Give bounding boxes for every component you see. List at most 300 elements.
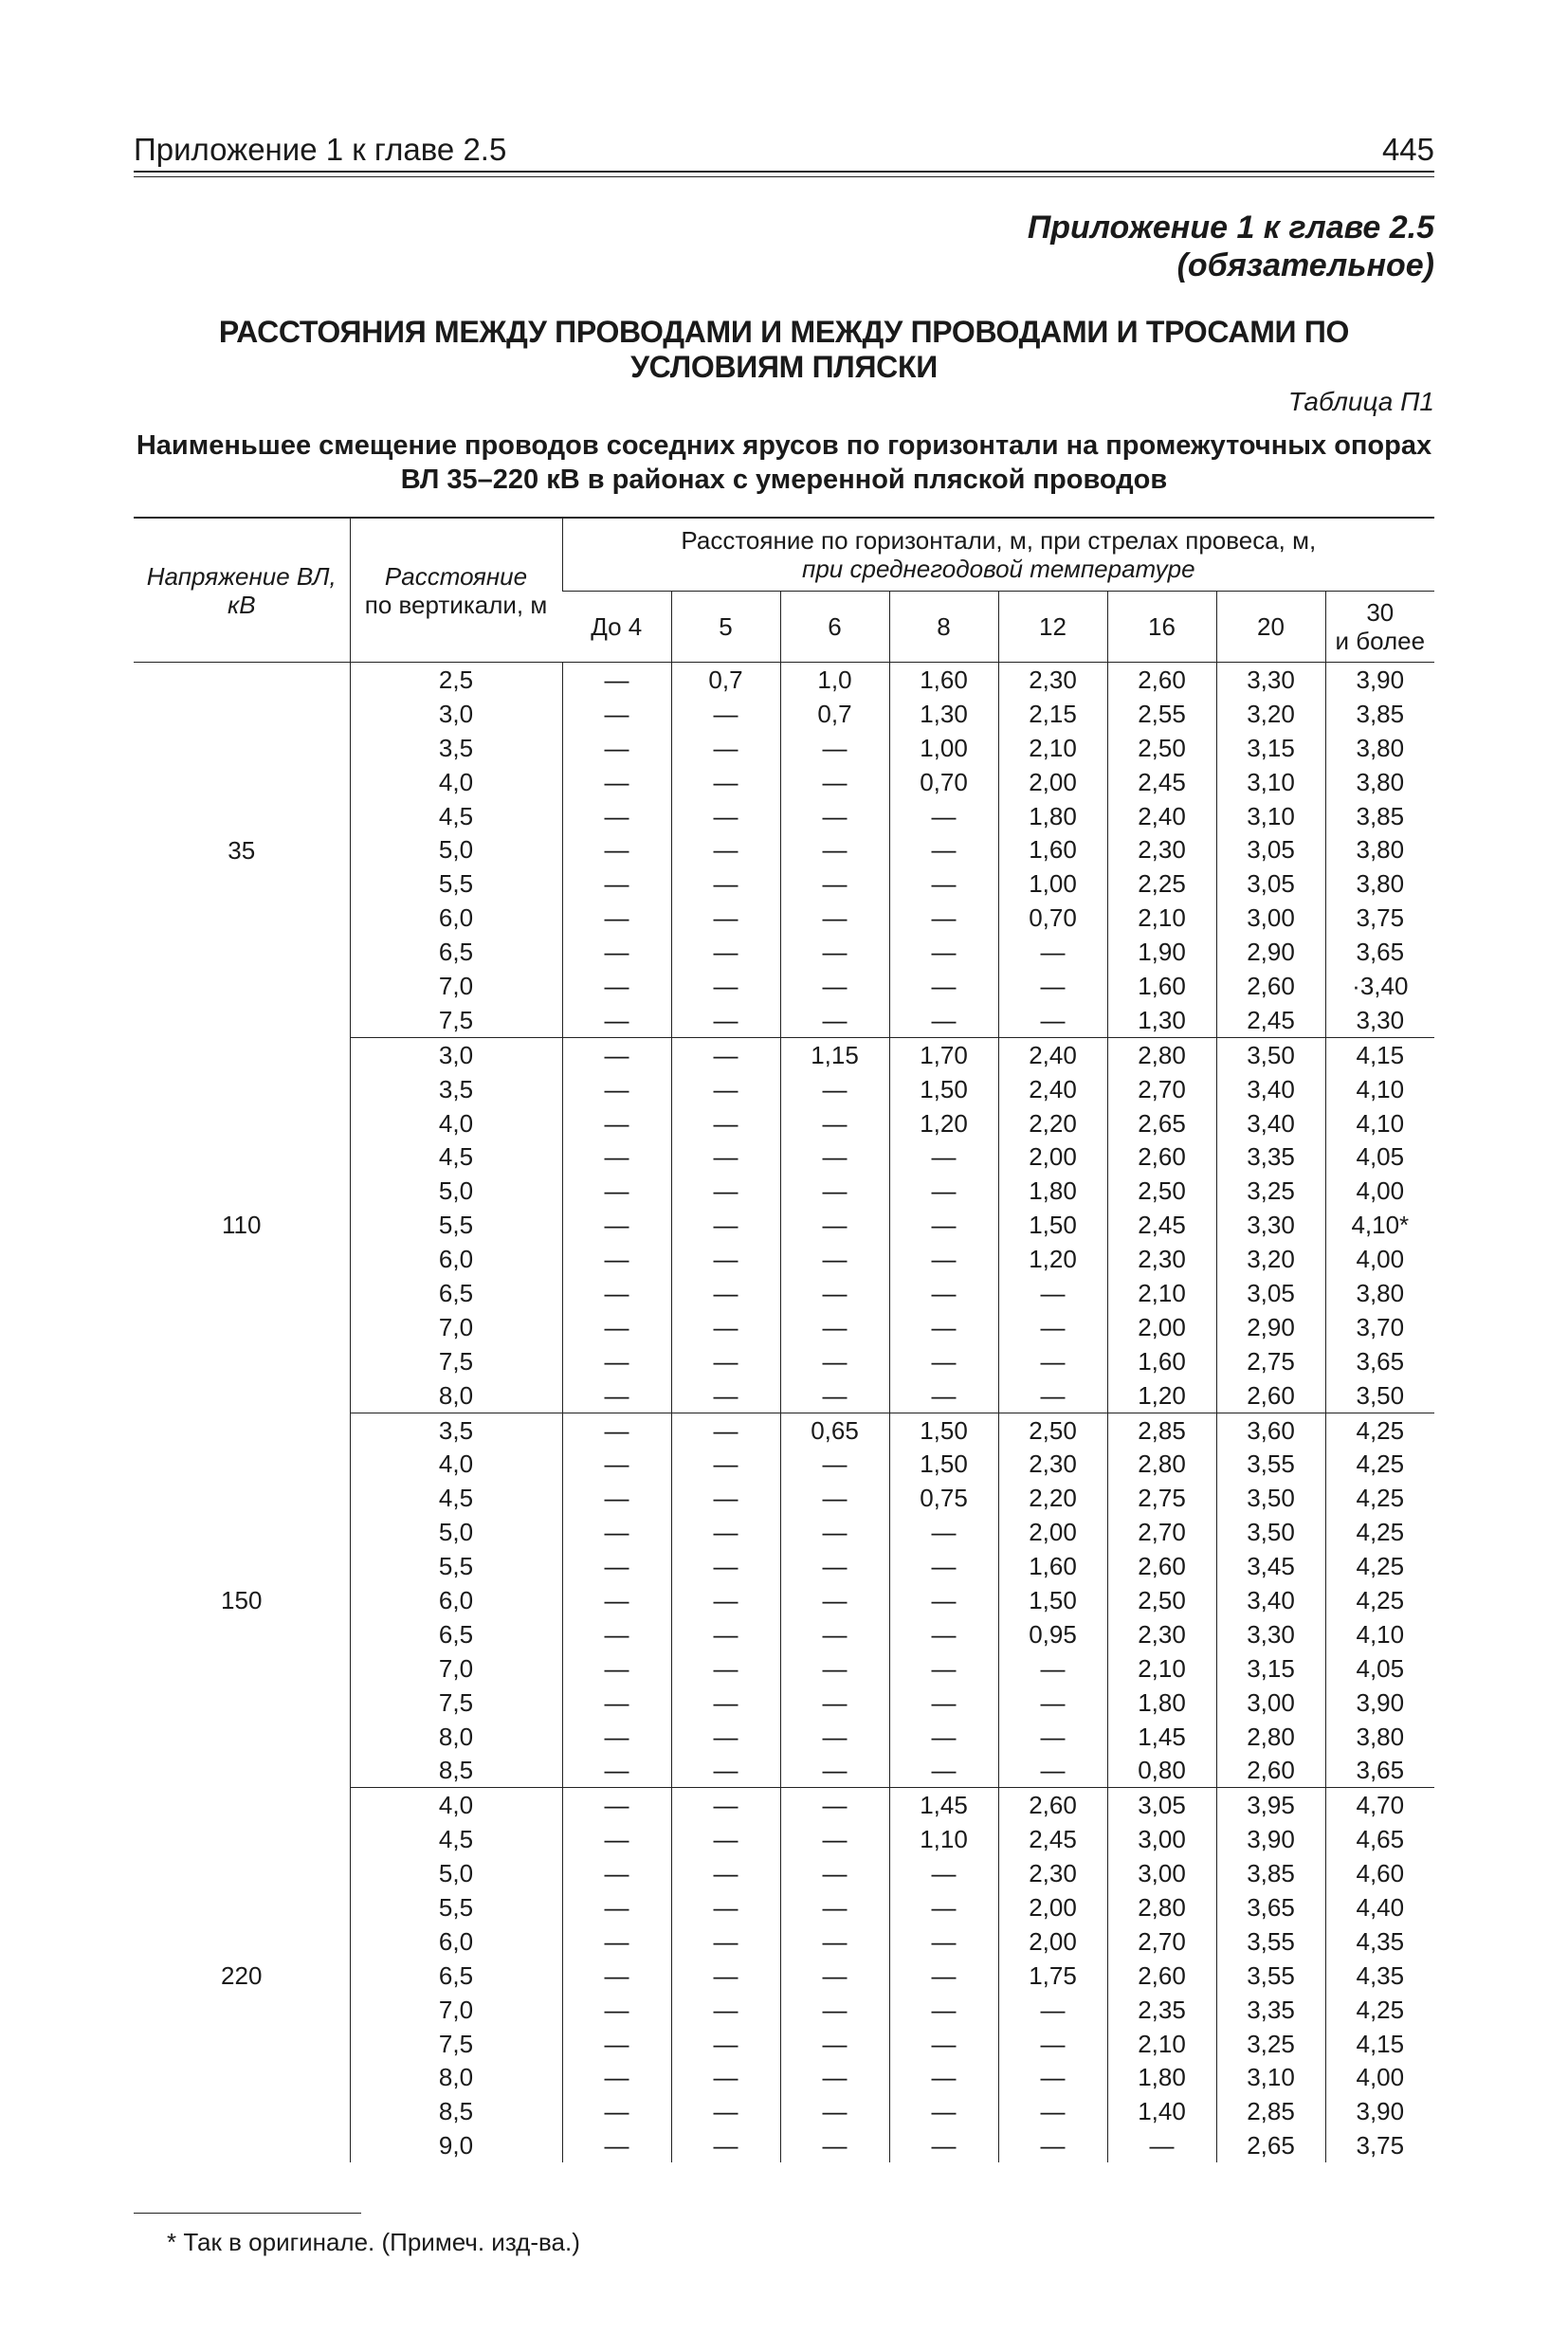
horizontal-distance-cell: 1,45 — [1107, 1720, 1216, 1754]
horizontal-distance-cell: — — [562, 866, 671, 901]
horizontal-distance-cell: 2,70 — [1107, 1515, 1216, 1549]
horizontal-distance-cell: 2,80 — [1107, 1037, 1216, 1071]
horizontal-distance-cell: 2,65 — [1216, 2128, 1325, 2162]
horizontal-distance-cell: 2,60 — [1107, 1959, 1216, 1993]
horizontal-distance-cell: — — [562, 1788, 671, 1822]
horizontal-distance-cell: 1,20 — [1107, 1378, 1216, 1413]
horizontal-distance-cell: ·3,40 — [1325, 969, 1434, 1003]
horizontal-distance-cell: — — [671, 1106, 780, 1140]
horizontal-distance-cell: — — [780, 1686, 889, 1720]
horizontal-distance-cell: 3,10 — [1216, 799, 1325, 833]
horizontal-distance-cell: 2,90 — [1216, 1310, 1325, 1344]
horizontal-distance-cell: — — [889, 1583, 998, 1617]
horizontal-distance-cell: 2,00 — [998, 765, 1107, 799]
horizontal-distance-cell: — — [562, 969, 671, 1003]
horizontal-distance-cell: — — [998, 1378, 1107, 1413]
horizontal-distance-cell: — — [562, 799, 671, 833]
header-sag-col: 20 — [1216, 592, 1325, 663]
horizontal-distance-cell: — — [671, 1481, 780, 1515]
horizontal-distance-cell: — — [671, 1344, 780, 1378]
horizontal-distance-cell: 3,20 — [1216, 697, 1325, 731]
header-voltage-line2: кВ — [227, 590, 256, 619]
horizontal-distance-cell: 2,60 — [1216, 1754, 1325, 1788]
horizontal-distance-cell: — — [780, 2027, 889, 2061]
horizontal-distance-cell: — — [780, 935, 889, 969]
horizontal-distance-cell: — — [562, 1378, 671, 1413]
horizontal-distance-cell: — — [780, 1754, 889, 1788]
horizontal-distance-cell: 3,00 — [1216, 1686, 1325, 1720]
horizontal-distance-cell: 4,25 — [1325, 1993, 1434, 2027]
horizontal-distance-cell: — — [889, 1208, 998, 1242]
horizontal-distance-cell: — — [780, 1310, 889, 1344]
voltage-cell: 220 — [221, 1960, 263, 1990]
horizontal-distance-cell: 2,50 — [998, 1413, 1107, 1447]
horizontal-distance-cell: 4,25 — [1325, 1549, 1434, 1583]
horizontal-distance-cell: 2,80 — [1107, 1447, 1216, 1481]
horizontal-distance-cell: 3,30 — [1216, 1617, 1325, 1651]
horizontal-distance-cell: 1,80 — [998, 1174, 1107, 1208]
vertical-distance-cell: 4,0 — [350, 1788, 562, 1822]
footnote: * Так в оригинале. (Примеч. изд-ва.) — [167, 2228, 580, 2256]
horizontal-distance-cell: 4,40 — [1325, 1890, 1434, 1924]
horizontal-distance-cell: — — [562, 1208, 671, 1242]
horizontal-distance-cell: — — [889, 2061, 998, 2095]
horizontal-distance-cell: — — [671, 1890, 780, 1924]
horizontal-distance-cell: 2,85 — [1107, 1413, 1216, 1447]
horizontal-distance-cell: — — [671, 1822, 780, 1856]
horizontal-distance-cell: — — [562, 1993, 671, 2027]
horizontal-distance-cell: 3,00 — [1107, 1822, 1216, 1856]
horizontal-distance-cell: 0,80 — [1107, 1754, 1216, 1788]
horizontal-distance-cell: — — [780, 2128, 889, 2162]
horizontal-distance-cell: — — [889, 1276, 998, 1310]
horizontal-distance-cell: 4,15 — [1325, 2027, 1434, 2061]
horizontal-distance-cell: — — [562, 1072, 671, 1106]
horizontal-distance-cell: 3,65 — [1325, 935, 1434, 969]
table-row — [134, 1788, 1434, 1822]
horizontal-distance-cell: — — [562, 663, 671, 697]
horizontal-distance-cell: — — [562, 1720, 671, 1754]
horizontal-distance-cell: 1,15 — [780, 1037, 889, 1071]
horizontal-distance-cell: — — [889, 1720, 998, 1754]
horizontal-distance-cell: 4,35 — [1325, 1959, 1434, 1993]
horizontal-distance-cell: 3,40 — [1216, 1106, 1325, 1140]
horizontal-distance-cell: — — [562, 2061, 671, 2095]
horizontal-distance-cell: — — [889, 1993, 998, 2027]
horizontal-distance-cell: — — [780, 866, 889, 901]
horizontal-distance-cell: — — [671, 1686, 780, 1720]
horizontal-distance-cell: 4,10 — [1325, 1072, 1434, 1106]
horizontal-distance-cell: 4,10 — [1325, 1106, 1434, 1140]
header-voltage-line1: Напряжение ВЛ, — [146, 561, 337, 591]
horizontal-distance-cell: — — [780, 969, 889, 1003]
horizontal-distance-cell: 4,65 — [1325, 1822, 1434, 1856]
horizontal-distance-cell: — — [671, 832, 780, 866]
horizontal-distance-cell: — — [780, 832, 889, 866]
horizontal-distance-cell: 1,70 — [889, 1037, 998, 1071]
horizontal-distance-cell: — — [671, 765, 780, 799]
vertical-distance-cell: 8,0 — [350, 1720, 562, 1754]
horizontal-distance-cell: 2,60 — [1107, 663, 1216, 697]
horizontal-distance-cell: — — [889, 2128, 998, 2162]
horizontal-distance-cell: — — [780, 1208, 889, 1242]
horizontal-distance-cell: 4,35 — [1325, 1924, 1434, 1959]
horizontal-distance-cell: 3,85 — [1216, 1856, 1325, 1890]
horizontal-distance-cell: 2,40 — [998, 1072, 1107, 1106]
horizontal-distance-cell: — — [671, 1549, 780, 1583]
horizontal-distance-cell: 3,50 — [1216, 1515, 1325, 1549]
horizontal-distance-cell: 1,40 — [1107, 2094, 1216, 2128]
horizontal-distance-cell: 2,75 — [1216, 1344, 1325, 1378]
vertical-distance-cell: 8,0 — [350, 2061, 562, 2095]
horizontal-distance-cell: 3,05 — [1107, 1788, 1216, 1822]
horizontal-distance-cell: 3,25 — [1216, 2027, 1325, 2061]
header-horizontal-group — [562, 518, 1434, 592]
horizontal-distance-cell: 1,60 — [889, 663, 998, 697]
horizontal-distance-cell: — — [780, 1072, 889, 1106]
horizontal-distance-cell: 3,50 — [1216, 1481, 1325, 1515]
horizontal-distance-cell: — — [562, 1651, 671, 1686]
horizontal-distance-cell: — — [562, 1003, 671, 1037]
horizontal-distance-cell: — — [780, 2094, 889, 2128]
horizontal-distance-cell: — — [562, 1754, 671, 1788]
horizontal-distance-cell: — — [671, 1515, 780, 1549]
horizontal-distance-cell: — — [998, 935, 1107, 969]
horizontal-distance-cell: 3,75 — [1325, 901, 1434, 935]
horizontal-distance-cell: 3,55 — [1216, 1924, 1325, 1959]
horizontal-distance-cell: — — [671, 1174, 780, 1208]
header-sag-col: 6 — [780, 592, 889, 663]
horizontal-distance-cell: — — [780, 1583, 889, 1617]
horizontal-distance-cell: 2,50 — [1107, 1583, 1216, 1617]
header-voltage — [134, 518, 350, 663]
horizontal-distance-cell: — — [562, 1959, 671, 1993]
horizontal-distance-cell: — — [562, 1140, 671, 1174]
horizontal-distance-cell: — — [671, 1140, 780, 1174]
horizontal-distance-cell: 3,80 — [1325, 765, 1434, 799]
horizontal-distance-cell: — — [998, 1310, 1107, 1344]
horizontal-distance-cell: 2,65 — [1107, 1106, 1216, 1140]
horizontal-distance-cell: — — [671, 1242, 780, 1276]
horizontal-distance-cell: 2,85 — [1216, 2094, 1325, 2128]
header-vertical-line1: Расстояние — [384, 561, 528, 591]
header-rule — [134, 171, 1434, 173]
horizontal-distance-cell: — — [562, 832, 671, 866]
horizontal-distance-cell: — — [998, 2027, 1107, 2061]
horizontal-distance-cell: 4,00 — [1325, 1242, 1434, 1276]
horizontal-distance-cell: 4,70 — [1325, 1788, 1434, 1822]
horizontal-distance-cell: 2,25 — [1107, 866, 1216, 901]
horizontal-distance-cell: 2,00 — [998, 1924, 1107, 1959]
horizontal-distance-cell: 4,00 — [1325, 1174, 1434, 1208]
vertical-distance-cell: 4,5 — [350, 1140, 562, 1174]
horizontal-distance-cell: — — [780, 1993, 889, 2027]
horizontal-distance-cell: 2,20 — [998, 1481, 1107, 1515]
horizontal-distance-cell: — — [780, 1924, 889, 1959]
horizontal-distance-cell: — — [780, 1720, 889, 1754]
horizontal-distance-cell: — — [998, 1993, 1107, 2027]
horizontal-distance-cell: 2,10 — [1107, 2027, 1216, 2061]
horizontal-distance-cell: 1,30 — [889, 697, 998, 731]
horizontal-distance-cell: — — [889, 1890, 998, 1924]
horizontal-distance-cell: — — [998, 1276, 1107, 1310]
running-header — [134, 133, 1434, 167]
table-body — [134, 663, 1434, 2163]
vertical-distance-cell: 6,5 — [350, 935, 562, 969]
horizontal-distance-cell: 3,80 — [1325, 731, 1434, 765]
horizontal-distance-cell: — — [671, 1788, 780, 1822]
horizontal-distance-cell: 3,35 — [1216, 1993, 1325, 2027]
horizontal-distance-cell: — — [671, 697, 780, 731]
horizontal-distance-cell: 3,10 — [1216, 2061, 1325, 2095]
horizontal-distance-cell: — — [671, 731, 780, 765]
vertical-distance-cell: 8,0 — [350, 1378, 562, 1413]
horizontal-distance-cell: 2,45 — [1107, 1208, 1216, 1242]
horizontal-distance-cell: — — [889, 2027, 998, 2061]
vertical-distance-cell: 6,0 — [350, 901, 562, 935]
horizontal-distance-cell: 2,90 — [1216, 935, 1325, 969]
horizontal-distance-cell: 4,25 — [1325, 1515, 1434, 1549]
horizontal-distance-cell: — — [671, 2027, 780, 2061]
header-rule-thin — [134, 176, 1434, 177]
horizontal-distance-cell: — — [562, 1583, 671, 1617]
horizontal-distance-cell: — — [671, 1003, 780, 1037]
horizontal-distance-cell: — — [671, 1208, 780, 1242]
horizontal-distance-cell: — — [780, 1003, 889, 1037]
horizontal-distance-cell: — — [889, 1959, 998, 1993]
horizontal-distance-cell: 1,80 — [998, 799, 1107, 833]
vertical-distance-cell: 7,5 — [350, 2027, 562, 2061]
horizontal-distance-cell: — — [671, 1072, 780, 1106]
horizontal-distance-cell: — — [780, 1106, 889, 1140]
horizontal-distance-cell: 3,75 — [1325, 2128, 1434, 2162]
horizontal-distance-cell: 3,55 — [1216, 1959, 1325, 1993]
horizontal-distance-cell: 2,30 — [1107, 1242, 1216, 1276]
vertical-distance-cell: 6,0 — [350, 1242, 562, 1276]
horizontal-distance-cell: — — [889, 1174, 998, 1208]
header-sag-col: 12 — [998, 592, 1107, 663]
horizontal-distance-cell: 3,05 — [1216, 832, 1325, 866]
header-group-line1: Расстояние по горизонтали, м, при стрелах провеса, м, — [681, 526, 1317, 555]
horizontal-distance-cell: — — [562, 1686, 671, 1720]
horizontal-distance-cell: — — [671, 1378, 780, 1413]
horizontal-distance-cell: — — [889, 1242, 998, 1276]
vertical-distance-cell: 3,0 — [350, 697, 562, 731]
vertical-distance-cell: 3,5 — [350, 731, 562, 765]
vertical-distance-cell: 4,5 — [350, 799, 562, 833]
horizontal-distance-cell: 4,15 — [1325, 1037, 1434, 1071]
horizontal-distance-cell: — — [889, 832, 998, 866]
horizontal-distance-cell: 2,60 — [1216, 1378, 1325, 1413]
horizontal-distance-cell: 3,40 — [1216, 1583, 1325, 1617]
footnote-rule — [134, 2213, 361, 2214]
horizontal-distance-cell: — — [780, 2061, 889, 2095]
horizontal-distance-cell: 2,45 — [998, 1822, 1107, 1856]
horizontal-distance-cell: 2,80 — [1216, 1720, 1325, 1754]
horizontal-distance-cell: — — [671, 1924, 780, 1959]
horizontal-distance-cell: 4,00 — [1325, 2061, 1434, 2095]
horizontal-distance-cell: 2,45 — [1216, 1003, 1325, 1037]
horizontal-distance-cell: 4,25 — [1325, 1481, 1434, 1515]
horizontal-distance-cell: 4,05 — [1325, 1140, 1434, 1174]
horizontal-distance-cell: 1,30 — [1107, 1003, 1216, 1037]
horizontal-distance-cell: 1,45 — [889, 1788, 998, 1822]
horizontal-distance-cell: — — [1107, 2128, 1216, 2162]
horizontal-distance-cell: — — [998, 2094, 1107, 2128]
horizontal-distance-cell: — — [780, 1651, 889, 1686]
horizontal-distance-cell: — — [562, 1344, 671, 1378]
horizontal-distance-cell: 3,10 — [1216, 765, 1325, 799]
horizontal-distance-cell: 0,7 — [671, 663, 780, 697]
vertical-distance-cell: 5,5 — [350, 866, 562, 901]
horizontal-distance-cell: 1,0 — [780, 663, 889, 697]
horizontal-distance-cell: — — [671, 1720, 780, 1754]
horizontal-distance-cell: 3,65 — [1325, 1754, 1434, 1788]
horizontal-distance-cell: 3,95 — [1216, 1788, 1325, 1822]
horizontal-distance-cell: 3,65 — [1216, 1890, 1325, 1924]
horizontal-distance-cell: 0,95 — [998, 1617, 1107, 1651]
horizontal-distance-cell: — — [562, 1447, 671, 1481]
horizontal-distance-cell: — — [998, 1344, 1107, 1378]
horizontal-distance-cell: 3,30 — [1216, 1208, 1325, 1242]
horizontal-distance-cell: 2,80 — [1107, 1890, 1216, 1924]
vertical-distance-cell: 5,5 — [350, 1890, 562, 1924]
horizontal-distance-cell: 1,90 — [1107, 935, 1216, 969]
horizontal-distance-cell: 3,90 — [1325, 1686, 1434, 1720]
horizontal-distance-cell: — — [780, 1378, 889, 1413]
horizontal-distance-cell: — — [671, 1037, 780, 1071]
horizontal-distance-cell: 3,90 — [1216, 1822, 1325, 1856]
horizontal-distance-cell: — — [889, 1651, 998, 1686]
horizontal-distance-cell: — — [671, 2128, 780, 2162]
horizontal-distance-cell: 3,00 — [1216, 901, 1325, 935]
horizontal-distance-cell: — — [562, 1549, 671, 1583]
horizontal-distance-cell: — — [889, 1515, 998, 1549]
horizontal-distance-cell: — — [998, 2061, 1107, 2095]
horizontal-distance-cell: 3,45 — [1216, 1549, 1325, 1583]
horizontal-distance-cell: 2,55 — [1107, 697, 1216, 731]
vertical-distance-cell: 9,0 — [350, 2128, 562, 2162]
horizontal-distance-cell: — — [889, 1003, 998, 1037]
horizontal-distance-cell: — — [562, 2094, 671, 2128]
horizontal-distance-cell: 2,00 — [1107, 1310, 1216, 1344]
table-row — [134, 1413, 1434, 1447]
data-table — [134, 517, 1434, 2162]
horizontal-distance-cell: 1,60 — [998, 1549, 1107, 1583]
horizontal-distance-cell: — — [889, 1617, 998, 1651]
header-vertical-line2: по вертикали, м — [364, 590, 548, 619]
vertical-distance-cell: 5,0 — [350, 1515, 562, 1549]
horizontal-distance-cell: — — [562, 1924, 671, 1959]
horizontal-distance-cell: 3,65 — [1325, 1344, 1434, 1378]
horizontal-distance-cell: — — [889, 1549, 998, 1583]
horizontal-distance-cell: — — [562, 1890, 671, 1924]
horizontal-distance-cell: — — [889, 866, 998, 901]
vertical-distance-cell: 8,5 — [350, 2094, 562, 2128]
horizontal-distance-cell: 3,90 — [1325, 663, 1434, 697]
horizontal-distance-cell: — — [889, 1344, 998, 1378]
horizontal-distance-cell: — — [671, 901, 780, 935]
table-row — [134, 663, 1434, 697]
horizontal-distance-cell: — — [780, 1856, 889, 1890]
vertical-distance-cell: 6,0 — [350, 1924, 562, 1959]
horizontal-distance-cell: 4,05 — [1325, 1651, 1434, 1686]
running-title: Приложение 1 к главе 2.5 — [134, 132, 507, 167]
horizontal-distance-cell: 3,25 — [1216, 1174, 1325, 1208]
horizontal-distance-cell: — — [671, 1993, 780, 2027]
horizontal-distance-cell: 2,30 — [998, 1447, 1107, 1481]
horizontal-distance-cell: 3,90 — [1325, 2094, 1434, 2128]
horizontal-distance-cell: 3,85 — [1325, 697, 1434, 731]
vertical-distance-cell: 4,5 — [350, 1481, 562, 1515]
horizontal-distance-cell: 2,20 — [998, 1106, 1107, 1140]
horizontal-distance-cell: 3,80 — [1325, 1276, 1434, 1310]
horizontal-distance-cell: — — [780, 1617, 889, 1651]
horizontal-distance-cell: — — [780, 1481, 889, 1515]
horizontal-distance-cell: — — [562, 1037, 671, 1071]
horizontal-distance-cell: 4,60 — [1325, 1856, 1434, 1890]
horizontal-distance-cell: — — [780, 1276, 889, 1310]
horizontal-distance-cell: — — [889, 799, 998, 833]
horizontal-distance-cell: — — [562, 1481, 671, 1515]
vertical-distance-cell: 2,5 — [350, 663, 562, 697]
horizontal-distance-cell: — — [562, 1515, 671, 1549]
horizontal-distance-cell: — — [780, 901, 889, 935]
horizontal-distance-cell: — — [671, 866, 780, 901]
horizontal-distance-cell: — — [998, 2128, 1107, 2162]
horizontal-distance-cell: 2,10 — [1107, 1651, 1216, 1686]
horizontal-distance-cell: — — [889, 969, 998, 1003]
horizontal-distance-cell: 1,00 — [889, 731, 998, 765]
table-caption-line1: Наименьшее смещение проводов соседних ярусов по горизонтали на промежуточных опорах — [136, 430, 1432, 461]
horizontal-distance-cell: 3,00 — [1107, 1856, 1216, 1890]
horizontal-distance-cell: 0,75 — [889, 1481, 998, 1515]
vertical-distance-cell: 7,0 — [350, 969, 562, 1003]
horizontal-distance-cell: — — [780, 1447, 889, 1481]
horizontal-distance-cell: — — [671, 935, 780, 969]
horizontal-distance-cell: 2,75 — [1107, 1481, 1216, 1515]
horizontal-distance-cell: — — [671, 1276, 780, 1310]
horizontal-distance-cell: 1,60 — [998, 832, 1107, 866]
horizontal-distance-cell: 3,80 — [1325, 1720, 1434, 1754]
vertical-distance-cell: 7,5 — [350, 1003, 562, 1037]
horizontal-distance-cell: — — [562, 1276, 671, 1310]
horizontal-distance-cell: 1,75 — [998, 1959, 1107, 1993]
horizontal-distance-cell: 3,05 — [1216, 1276, 1325, 1310]
horizontal-distance-cell: 1,50 — [889, 1072, 998, 1106]
horizontal-distance-cell: — — [562, 765, 671, 799]
horizontal-distance-cell: — — [889, 1686, 998, 1720]
vertical-distance-cell: 6,5 — [350, 1617, 562, 1651]
horizontal-distance-cell: 1,50 — [889, 1413, 998, 1447]
horizontal-distance-cell: — — [562, 1822, 671, 1856]
vertical-distance-cell: 5,0 — [350, 1174, 562, 1208]
horizontal-distance-cell: 0,7 — [780, 697, 889, 731]
voltage-cell: 110 — [222, 1211, 262, 1240]
vertical-distance-cell: 3,5 — [350, 1072, 562, 1106]
header-sag-col-last-line1: 30 — [1366, 598, 1395, 627]
vertical-distance-cell: 6,0 — [350, 1583, 562, 1617]
horizontal-distance-cell: 4,25 — [1325, 1413, 1434, 1447]
header-sag-col-last-line2: и более — [1335, 627, 1426, 655]
vertical-distance-cell: 7,5 — [350, 1686, 562, 1720]
horizontal-distance-cell: 3,05 — [1216, 866, 1325, 901]
horizontal-distance-cell: — — [562, 1310, 671, 1344]
horizontal-distance-cell: 0,70 — [889, 765, 998, 799]
horizontal-distance-cell: 3,50 — [1216, 1037, 1325, 1071]
header-sag-col: 8 — [889, 592, 998, 663]
horizontal-distance-cell: — — [671, 969, 780, 1003]
